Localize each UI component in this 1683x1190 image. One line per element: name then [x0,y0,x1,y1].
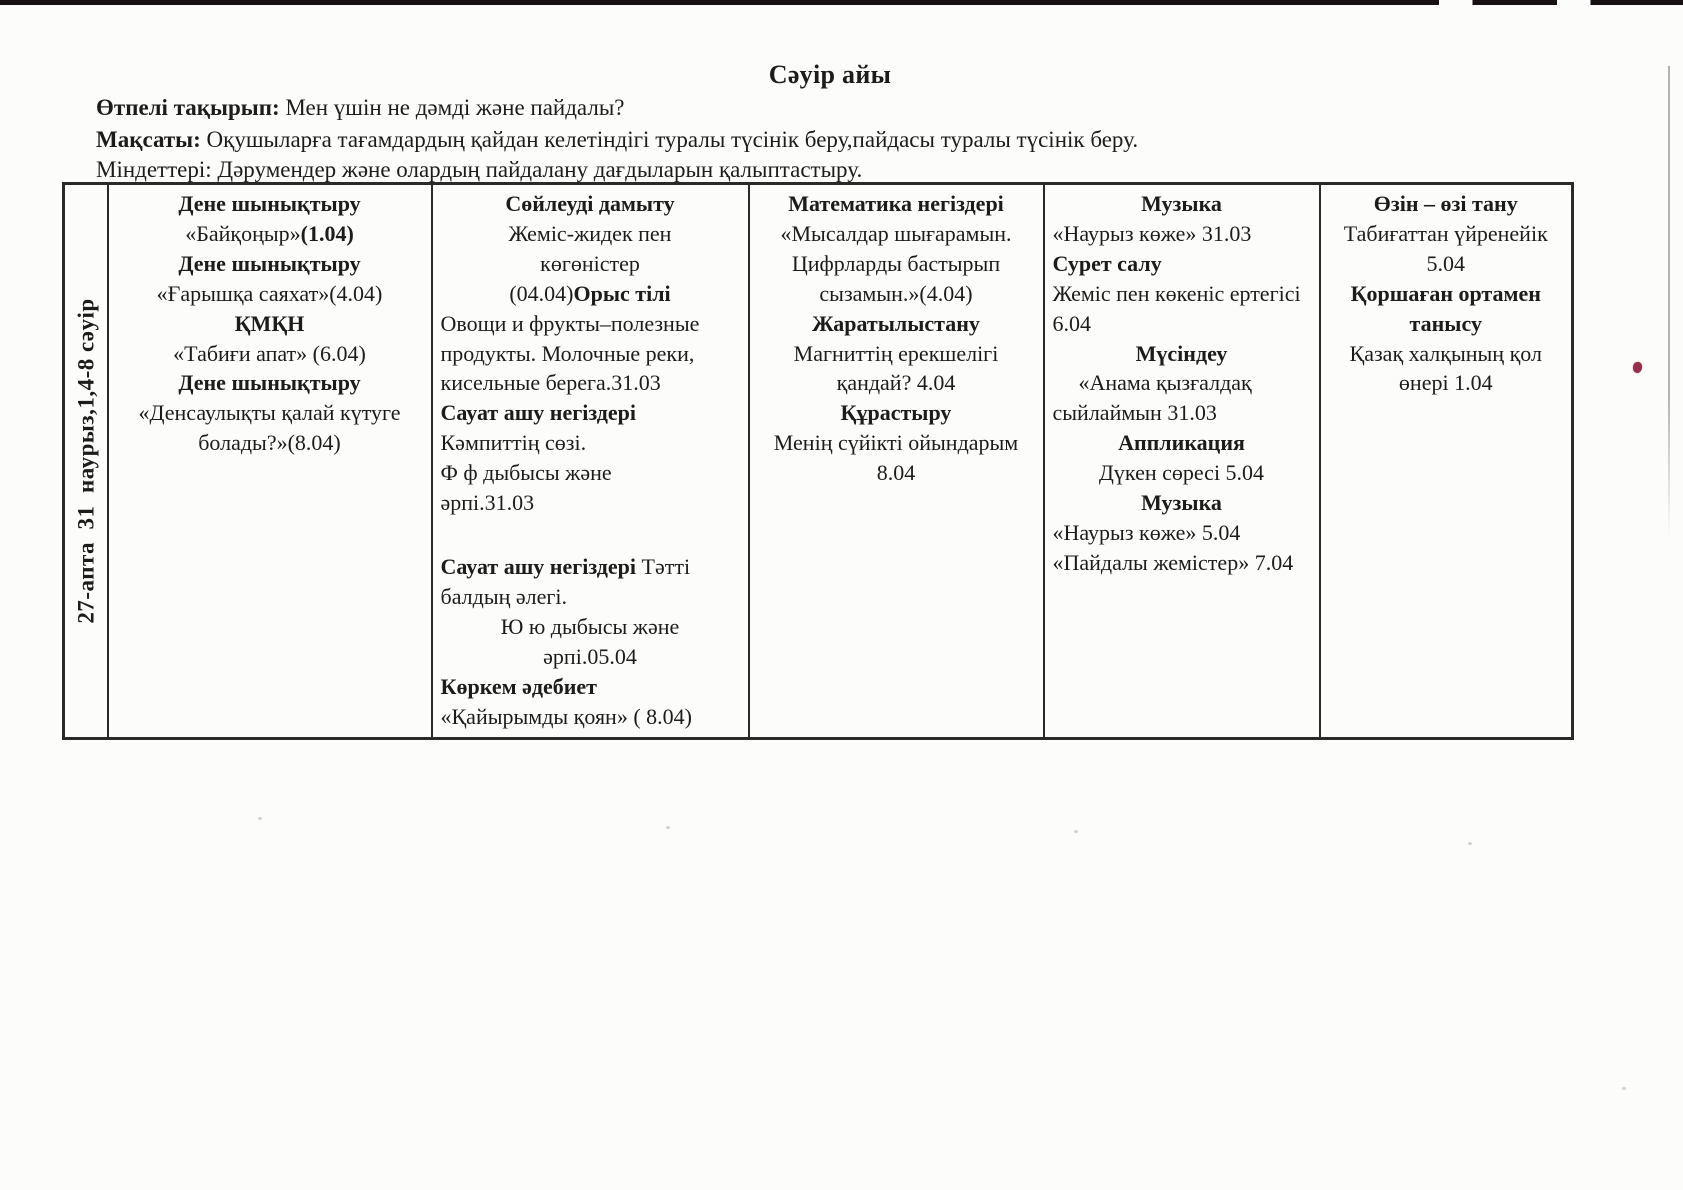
lesson-block: Қазақ халқының қол өнері 1.04 [1349,340,1542,396]
lesson-block: «Табиғи апат» (6.04) [173,340,366,366]
lesson-block: әрпі.05.04 [543,643,637,669]
week-row [64,184,1573,739]
lesson-block: «Ғарышқа саяхат»(4.04) [156,280,383,306]
lesson-block: Музыка [1141,191,1222,216]
objectives-line [96,157,862,183]
lesson-block: «Денсаулықты қалай күтуге болады?»(8.04) [138,400,401,456]
month-title: Сәуір айы [768,60,892,89]
column-speech-development-languages [432,184,749,739]
lesson-block: Көркем әдебиет [440,673,597,699]
objectives-label: Міндеттері: [96,157,212,182]
lesson-block: «Анама қызғалдақ сыйлаймын 31.03 [1052,370,1252,426]
lesson-block: (04.04)Орыс тілі [509,280,671,306]
week-label: 27-апта 31 наурыз,1,4-8 сәуір [73,298,99,624]
weekly-plan-table [62,182,1574,740]
lesson-block: Жаратылыстану [812,310,980,336]
scan-speck [666,826,670,829]
lesson-block: Сауат ашу негіздері [440,400,637,426]
week-cell [64,184,108,739]
lesson-block: Табиғаттан үйренейік 5.04 [1343,220,1548,276]
lesson-block: Ф ф дыбысы және [440,460,612,486]
column-physical-education [108,184,432,739]
lesson-block: Сөйлеуді дамыту [505,191,675,216]
column-mathematics-science [749,184,1044,739]
crosscutting-theme-text: Мен үшін не дәмді және пайдалы? [279,95,625,120]
lesson-block: «Наурыз көже» 31.03 [1052,220,1252,246]
lesson-block: «Байқоңыр»(1.04) [185,220,354,246]
objectives-text: Дәрумендер және олардың пайдалану дағдыларын қалыптастыру. [211,157,863,182]
red-ink-dot [1633,362,1642,373]
crosscutting-theme-line [96,95,624,121]
lesson-block: Ю ю дыбысы және [500,613,680,639]
lesson-block: Сауат ашу негіздері Тәтті балдың әлегі. [440,553,691,609]
lesson-block: Дене шынықтыру [178,250,361,276]
column-music-art [1044,184,1320,739]
scan-speck [1622,1087,1626,1090]
lesson-block: «Мысалдар шығарамын. Цифрларды бастырып сызамын.»(4.04) [780,220,1012,306]
scan-speck [1074,830,1078,833]
lesson-block: Музыка [1141,490,1222,516]
scan-edge-artifact-top [0,0,1683,5]
scan-speck [258,817,262,820]
lesson-block: ҚМҚН [234,310,305,336]
goal-label: Мақсаты: [96,127,201,152]
scan-edge-artifact-right [1668,66,1670,536]
crosscutting-theme-label: Өтпелі тақырып: [96,95,280,120]
lesson-block: көгөністер [540,250,640,276]
lesson-block: «Қайырымды қоян» ( 8.04) [440,703,692,729]
lesson-block: Жеміс-жидек пен [508,220,672,246]
lesson-block: әрпі.31.03 [440,490,535,516]
lesson-block: Құрастыру [840,400,952,426]
lesson-block: Сурет салу [1052,250,1162,276]
lesson-block: Дене шынықтыру [178,191,361,216]
lesson-block: «Пайдалы жемістер» 7.04 [1052,549,1294,575]
lesson-block: Кәмпиттің сөзі. [440,430,587,456]
goal-line [96,127,1138,153]
lesson-block: Мүсіндеу [1135,340,1228,366]
lesson-block: Өзін – өзі тану [1373,191,1518,216]
scan-speck [1468,842,1472,845]
goal-text: Оқушыларға тағамдардың қайдан келетіндігі туралы түсінік беру,пайдасы туралы түсінік беру. [200,127,1139,152]
lesson-block: Овощи и фрукты–полезные продукты. Молочные реки, кисельные берега.31.03 [440,310,700,396]
lesson-block: Менің сүйікті ойындарым 8.04 [773,430,1019,486]
lesson-block: Дүкен сөресі 5.04 [1098,460,1265,486]
lesson-block: Математика негіздері [788,191,1004,216]
lesson-block: Жеміс пен көкеніс ертегісі 6.04 [1052,280,1301,336]
lesson-block: Магниттің ерекшелігі қандай? 4.04 [793,340,999,396]
lesson-block: «Наурыз көже» 5.04 [1052,519,1241,545]
lesson-block: Қоршаған ортамен танысу [1350,280,1541,336]
lesson-block: Аппликация [1118,430,1245,456]
column-self-knowledge [1320,184,1573,739]
lesson-block: Дене шынықтыру [178,370,361,396]
